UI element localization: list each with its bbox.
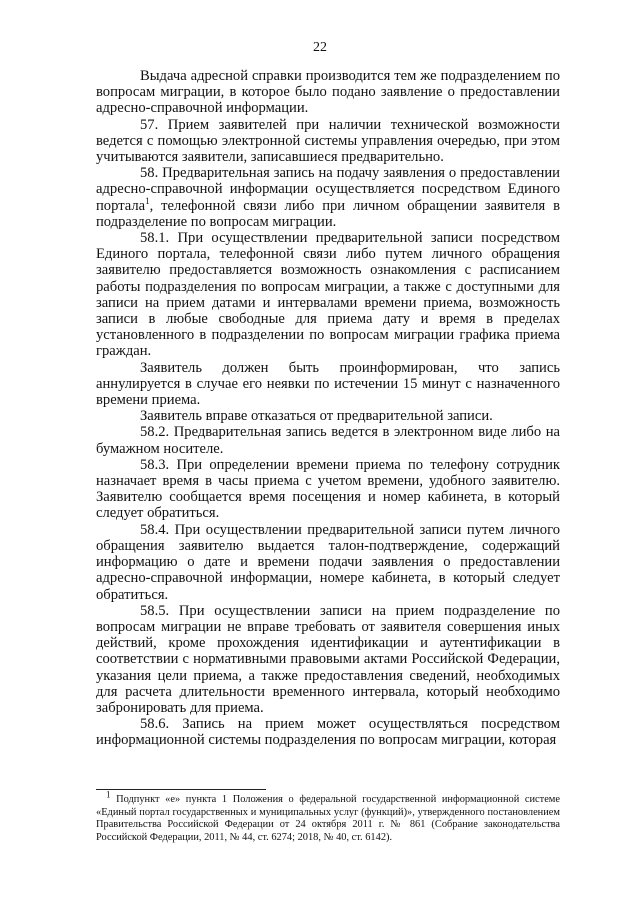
- paragraph: 58.6. Запись на прием может осуществляться посредством информационной системы подразделения по вопросам миграции, которая: [96, 716, 560, 749]
- paragraph-text: 58. Предварительная запись на подачу заявления о предоставлении адресно-справочной информации осуществляется посредством Единого портала: [96, 165, 560, 214]
- paragraph: 58.5. При осуществлении записи на прием подразделение по вопросам миграции не вправе требовать от заявителя совершения иных действий, кроме прохождения идентификации и аутентификации в соответствии с нормативными правовыми актами Российской Федерации, указания цели приема, а также предоставления сведений, необходимых для расчета длительности временного интервала, который необходимо забронировать для приема.: [96, 602, 560, 716]
- paragraph: 57. Прием заявителей при наличии технической возможности ведется с помощью электронной системы управления очередью, при этом учитываются заявители, записавшиеся предварительно.: [96, 116, 560, 166]
- paragraph: Заявитель должен быть проинформирован, что запись аннулируется в случае его неявки по истечении 15 минут с назначенного времени приема.: [96, 359, 560, 409]
- footnote-reference: 1: [145, 195, 150, 206]
- paragraph-text: , телефонной связи либо при личном обращении заявителя в подразделение по вопросам миграции.: [96, 197, 560, 230]
- paragraph: 58.1. При осуществлении предварительной записи посредством Единого портала, телефонной связи либо путем личного обращения заявителю предоставляется возможность ознакомления с расписанием работы подразделения по вопросам миграции, а также с доступными для записи на прием датами и интервалами времени приема, возможность записи в любые свободные для приема дату и время в пределах установленного в подразделении по вопросам миграции графика приема граждан.: [96, 230, 560, 360]
- footnote-body: Подпункт «е» пункта 1 Положения о федеральной государственной информационной системе «Единый портал государственных и муниципальных услуг (функций)», утвержденного постановлением Правительства Российской Федерации от 24 октября 2011 г. № 861 (Собрание законодательства Российской Федерации, 2011, № 44, ст. 6274; 2018, № 40, ст. 6142).: [96, 794, 560, 843]
- footnote-divider: [96, 789, 266, 790]
- paragraph: Заявитель вправе отказаться от предварительной записи.: [140, 408, 493, 425]
- document-body: [96, 68, 560, 749]
- paragraph: 58.4. При осуществлении предварительной записи путем личного обращения заявителю выдается талон-подтверждение, содержащий информацию о дате и времени подачи заявления о предоставлении адресно-справочной информации, номере кабинета, в который следует обратиться.: [96, 521, 560, 603]
- paragraph: 58.2. Предварительная запись ведется в электронном виде либо на бумажном носителе.: [96, 424, 560, 457]
- paragraph: Выдача адресной справки производится тем же подразделением по вопросам миграции, в которое было подано заявление о предоставлении адресно-справочной информации.: [96, 68, 560, 117]
- page-number: 22: [313, 40, 327, 55]
- paragraph: [96, 165, 560, 230]
- paragraph: 58.3. При определении времени приема по телефону сотрудник назначает время в часы приема с учетом времени, удобного заявителю. Заявителю сообщается время посещения и номер кабинета, в который следует обратиться.: [96, 456, 560, 522]
- footnote: [96, 789, 560, 844]
- footnote-text: [96, 789, 560, 844]
- footnote-mark: 1: [106, 789, 111, 800]
